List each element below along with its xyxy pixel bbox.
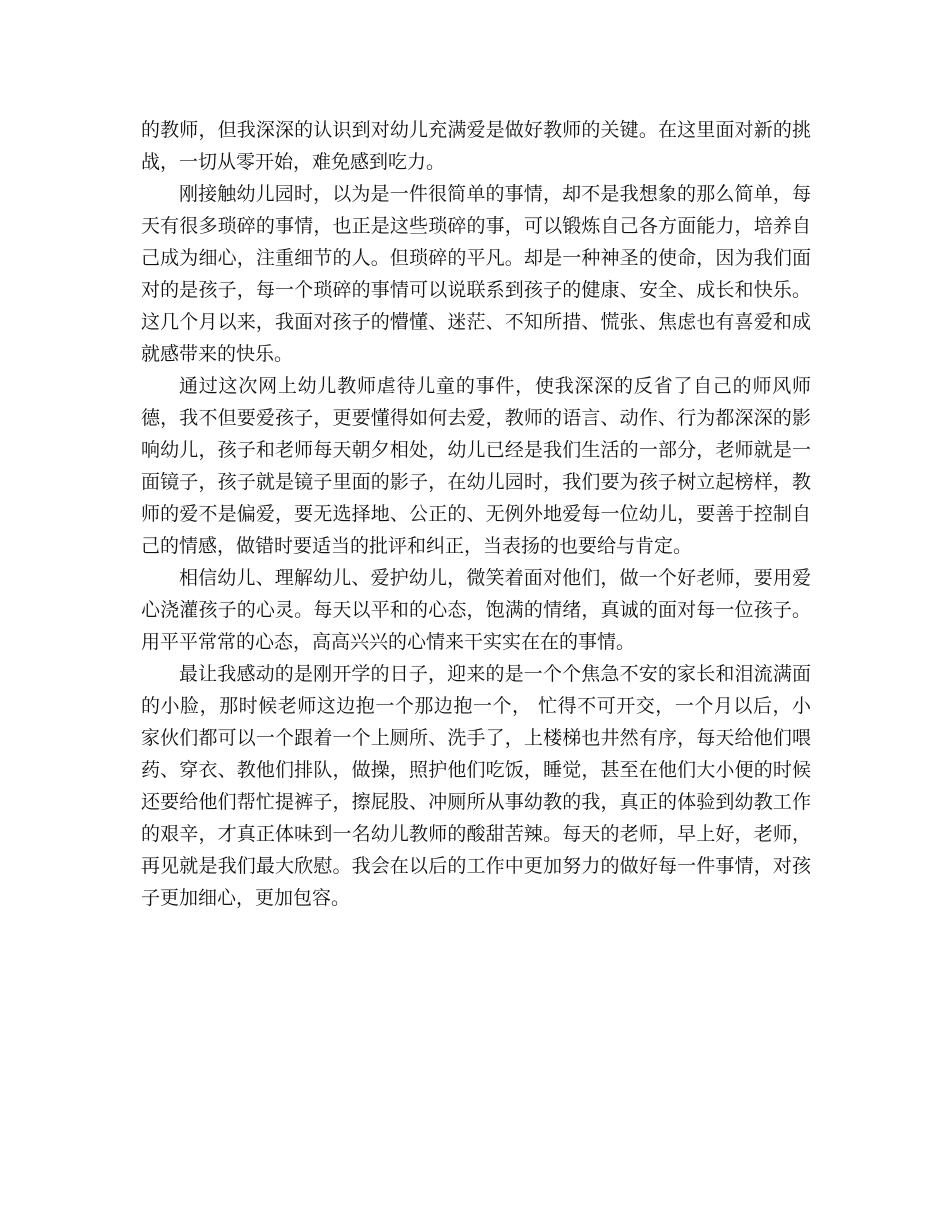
paragraph-4: 相信幼儿、理解幼儿、爱护幼儿，微笑着面对他们，做一个好老师，要用爱心浇灌孩子的心灵。每天以平和的心态，饱满的情绪，真诚的面对每一位孩子。用平平常常的心态，高高兴兴的心情来干实实在在的事情。 [141, 567, 811, 653]
paragraph-5: 最让我感动的是刚开学的日子，迎来的是一个个焦急不安的家长和泪流满面的小脸，那时候老师这边抱一个那边抱一个， 忙得不可开交，一个月以后，小家伙们都可以一个跟着一个上厕所、洗手了，上楼梯也井然有序，每天给他们喂药、穿衣、教他们排队，做操，照护他们吃饭，睡觉，甚至在他们大小便的时候还要给他们帮忙提裤子，擦屁股、冲厕所从事幼教的我，真正的体验到幼教工作的艰辛，才真正体味到一名幼儿教师的酸甜苦辣。每天的老师，早上好，老师，再见就是我们最大欣慰。我会在以后的工作中更加努力的做好每一件事情，对孩子更加细心，更加包容。 [141, 663, 811, 909]
paragraph-3: 通过这次网上幼儿教师虐待儿童的事件，使我深深的反省了自己的师风师德，我不但要爱孩子，更要懂得如何去爱，教师的语言、动作、行为都深深的影响幼儿，孩子和老师每天朝夕相处，幼儿已经是我们生活的一部分，老师就是一面镜子，孩子就是镜子里面的影子，在幼儿园时，我们要为孩子树立起榜样，教师的爱不是偏爱，要无选择地、公正的、无例外地爱每一位幼儿，要善于控制自己的情感，做错时要适当的批评和纠正，当表扬的也要给与肯定。 [141, 375, 811, 557]
document-body [141, 114, 811, 914]
paragraph-1: 的教师，但我深深的认识到对幼儿充满爱是做好教师的关键。在这里面对新的挑战，一切从零开始，难免感到吃力。 [141, 119, 811, 173]
paragraph-2: 刚接触幼儿园时，以为是一件很简单的事情，却不是我想象的那么简单，每天有很多琐碎的事情，也正是这些琐碎的事，可以锻炼自己各方面能力，培养自己成为细心，注重细节的人。但琐碎的平凡。却是一种神圣的使命，因为我们面对的是孩子，每一个琐碎的事情可以说联系到孩子的健康、安全、成长和快乐。这几个月以来，我面对孩子的懵懂、迷茫、不知所措、慌张、焦虑也有喜爱和成就感带来的快乐。 [141, 183, 811, 365]
